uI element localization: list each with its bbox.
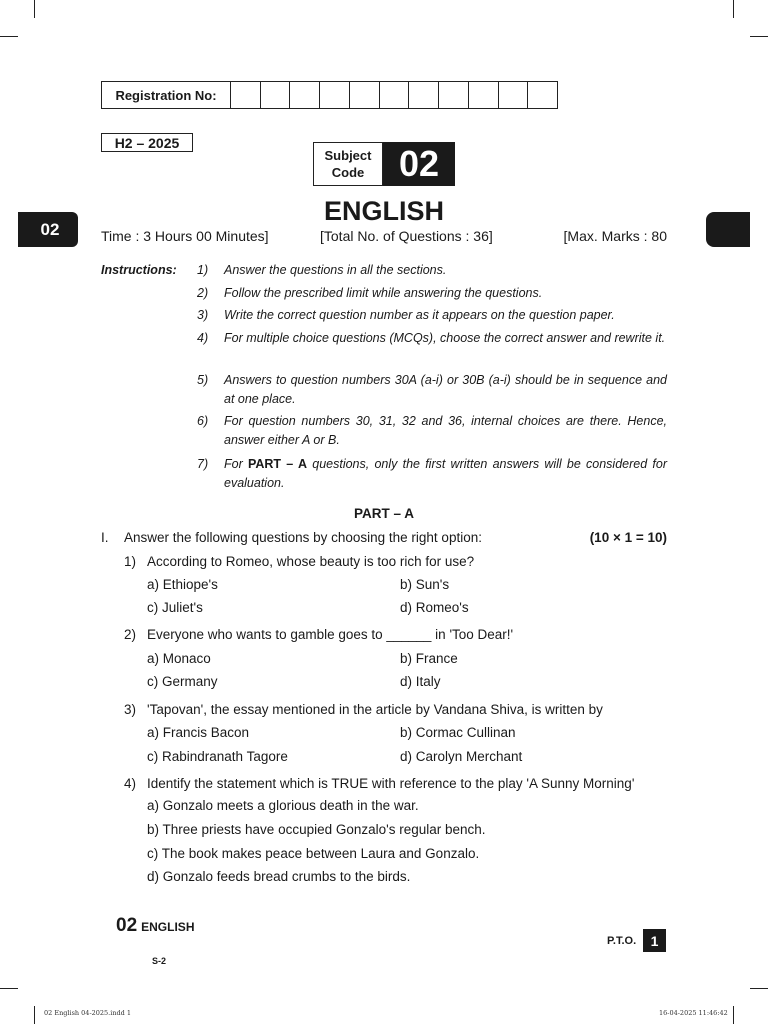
footer-subject [116,915,194,937]
question-number: 3) [124,702,137,717]
series-box: H2 – 2025 [101,133,193,152]
instruction-text-suffix: questions, only the first written answers will be considered for evaluation. [224,457,667,490]
crop-mark [0,36,18,37]
instruction-number: 1) [197,263,209,277]
option: a) Francis Bacon [147,725,250,740]
crop-mark [733,1006,734,1024]
part-heading: PART – A [353,506,414,521]
instruction-number: 7) [197,457,209,471]
registration-cell [469,82,499,108]
footer-code: 02 [116,915,138,936]
subject-label-line1: Subject [324,148,372,163]
instruction-text-prefix: For [224,457,248,471]
registration-cell [231,82,261,108]
instruction-text [224,455,667,493]
instruction-number: 5) [197,373,209,387]
question-number: 2) [124,627,137,642]
instruction-text: Write the correct question number as it appears on the question paper. [224,308,615,322]
question-text: Everyone who wants to gamble goes to ______ in 'Too Dear!' [147,627,514,642]
file-slug: 02 English 04-2025.indd 1 [44,1009,132,1017]
timestamp-slug: 16-04-2025 11:46:42 [659,1009,728,1017]
question-number: 1) [124,554,137,569]
instruction-text: Answers to question numbers 30A (a-i) or 30B (a-i) should be in sequence and at one place. [224,373,667,406]
instruction-text: Follow the prescribed limit while answering the questions. [224,286,543,300]
option: d) Romeo's [400,600,469,615]
question-text: 'Tapovan', the essay mentioned in the article by Vandana Shiva, is written by [147,702,603,717]
crop-mark [733,0,734,18]
instruction-number: 4) [197,331,209,345]
option: d) Carolyn Merchant [400,749,523,764]
registration-cell [261,82,291,108]
instruction-text-bold: PART – A [247,457,308,471]
instruction-number: 2) [197,286,209,300]
subject-code-label [313,142,383,186]
subject-label-line2: Code [331,165,365,180]
option: c) Germany [147,674,218,689]
option: b) Sun's [400,577,450,592]
option: c) The book makes peace between Laura and Gonzalo. [147,846,480,861]
section-marks: (10 × 1 = 10) [589,530,667,545]
registration-label: Registration No: [102,82,231,108]
paper-title: ENGLISH [323,196,444,226]
footer-subject-name: ENGLISH [141,920,195,934]
pto-label: P.T.O. [607,935,637,947]
crop-mark [750,988,768,989]
option: a) Gonzalo meets a glorious death in the war. [147,798,419,813]
option: c) Rabindranath Tagore [147,749,288,764]
instructions-heading: Instructions: [101,263,177,277]
registration-cell [290,82,320,108]
registration-cell [499,82,529,108]
question-text: According to Romeo, whose beauty is too rich for use? [147,554,475,569]
side-tab-left: 02 [18,212,78,247]
option: a) Monaco [147,651,211,666]
option: a) Ethiope's [147,577,218,592]
registration-box [101,81,558,109]
option: c) Juliet's [147,600,203,615]
crop-mark [750,36,768,37]
option: b) Three priests have occupied Gonzalo's regular bench. [147,822,486,837]
option: d) Italy [400,674,441,689]
section-instruction: Answer the following questions by choosing the right option: [124,530,482,545]
crop-mark [34,0,35,18]
instruction-number: 6) [197,414,209,428]
set-label: S-2 [152,956,167,966]
registration-cell [350,82,380,108]
question-text: Identify the statement which is TRUE with reference to the play 'A Sunny Morning' [147,776,635,791]
time-info: Time : 3 Hours 00 Minutes] [101,228,269,244]
subject-code-value: 02 [383,142,455,186]
crop-mark [0,988,18,989]
registration-cell [380,82,410,108]
option: b) Cormac Cullinan [400,725,516,740]
registration-cell [439,82,469,108]
registration-cell [528,82,557,108]
page-number: 1 [643,929,666,952]
registration-cell [320,82,350,108]
instruction-text: For multiple choice questions (MCQs), choose the correct answer and rewrite it. [224,331,666,345]
question-count-info: [Total No. of Questions : 36] [320,228,493,244]
crop-mark [34,1006,35,1024]
max-marks-info: [Max. Marks : 80 [563,228,667,244]
section-number: I. [101,530,109,545]
instruction-text: For question numbers 30, 31, 32 and 36, internal choices are there. Hence, answer either A or B. [224,414,667,447]
question-number: 4) [124,776,137,791]
option: d) Gonzalo feeds bread crumbs to the birds. [147,869,411,884]
instruction-text: Answer the questions in all the sections. [224,263,447,277]
option: b) France [400,651,458,666]
instruction-number: 3) [197,308,209,322]
subject-code-box [313,142,455,186]
registration-cell [409,82,439,108]
